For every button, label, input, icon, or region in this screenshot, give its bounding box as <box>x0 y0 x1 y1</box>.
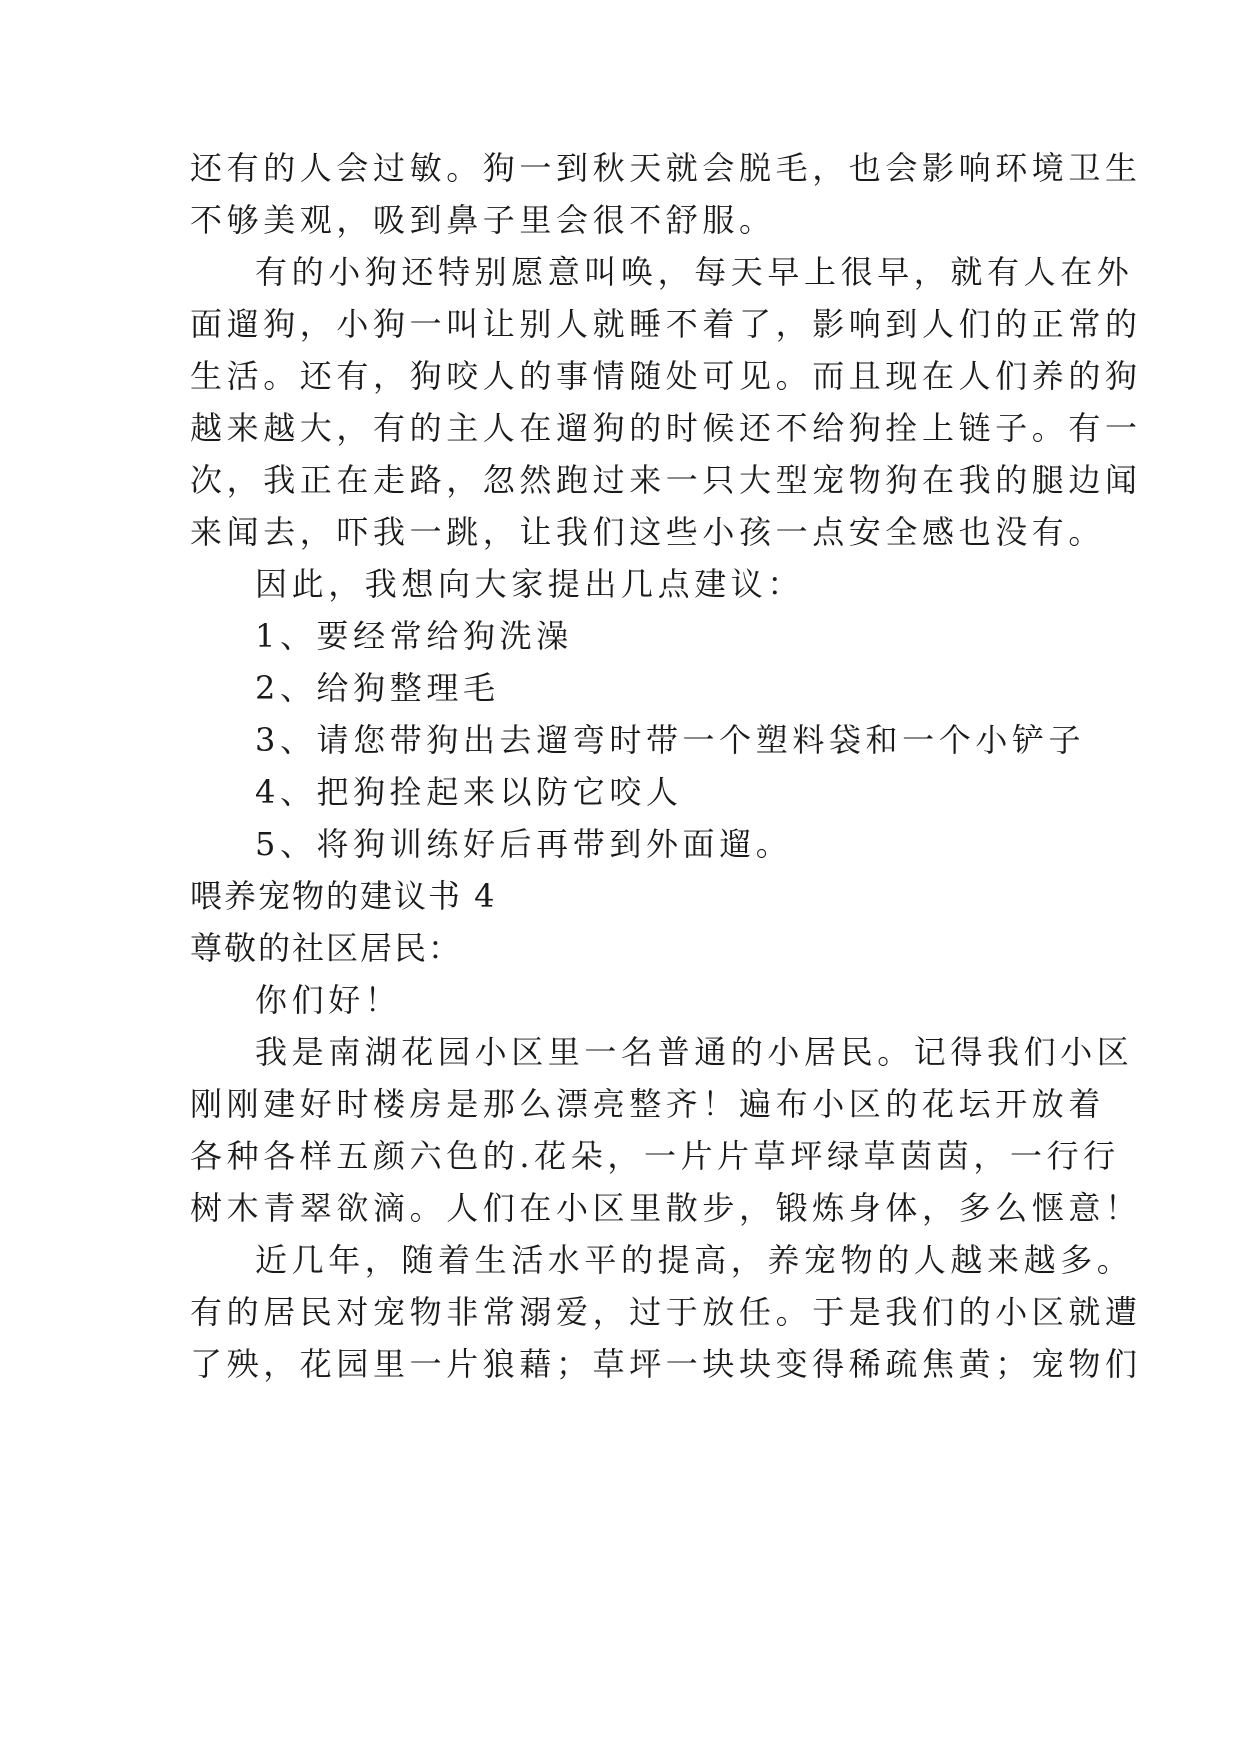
suggestion-item-3: 3、请您带狗出去遛弯时带一个塑料袋和一个小铲子 <box>255 721 1086 759</box>
paragraph-2-line-3: 生活。还有，狗咬人的事情随处可见。而且现在人们养的狗 <box>190 357 1142 395</box>
paragraph-2-line-1: 有的小狗还特别愿意叫唤，每天早上很早，就有人在外 <box>255 253 1134 291</box>
suggestion-item-2: 2、给狗整理毛 <box>255 669 500 707</box>
greeting: 你们好！ <box>255 981 402 1019</box>
paragraph-1-line-1: 还有的人会过敏。狗一到秋天就会脱毛，也会影响环境卫生 <box>190 149 1142 187</box>
paragraph-3-line-2: 刚刚建好时楼房是那么漂亮整齐！遍布小区的花坛开放着 <box>190 1085 1106 1123</box>
paragraph-4-line-2: 有的居民对宠物非常溺爱，过于放任。于是我们的小区就遭 <box>190 1293 1142 1331</box>
suggestion-item-5: 5、将狗训练好后再带到外面遛。 <box>255 825 793 863</box>
paragraph-2-line-4: 越来越大，有的主人在遛狗的时候还不给狗拴上链子。有一 <box>190 409 1142 447</box>
suggestions-intro: 因此，我想向大家提出几点建议： <box>255 565 805 603</box>
paragraph-2-line-6: 来闻去，吓我一跳，让我们这些小孩一点安全感也没有。 <box>190 513 1106 551</box>
paragraph-3-line-4: 树木青翠欲滴。人们在小区里散步，锻炼身体，多么惬意！ <box>190 1189 1142 1227</box>
paragraph-2-line-5: 次，我正在走路，忽然跑过来一只大型宠物狗在我的腿边闻 <box>190 461 1142 499</box>
paragraph-2-line-2: 面遛狗，小狗一叫让别人就睡不着了，影响到人们的正常的 <box>190 305 1142 343</box>
salutation: 尊敬的社区居民： <box>190 929 463 967</box>
paragraph-1-line-2: 不够美观，吸到鼻子里会很不舒服。 <box>190 201 776 239</box>
paragraph-4-line-1: 近几年，随着生活水平的提高，养宠物的人越来越多。 <box>255 1241 1134 1279</box>
section-title: 喂养宠物的建议书 4 <box>190 877 497 915</box>
suggestion-item-4: 4、把狗拴起来以防它咬人 <box>255 773 683 811</box>
paragraph-4-line-3: 了殃，花园里一片狼藉；草坪一块块变得稀疏焦黄；宠物们 <box>190 1345 1142 1383</box>
paragraph-3-line-1: 我是南湖花园小区里一名普通的小居民。记得我们小区 <box>255 1033 1134 1071</box>
paragraph-3-line-3: 各种各样五颜六色的.花朵，一片片草坪绿草茵茵，一行行 <box>190 1137 1120 1175</box>
suggestion-item-1: 1、要经常给狗洗澡 <box>255 617 573 655</box>
